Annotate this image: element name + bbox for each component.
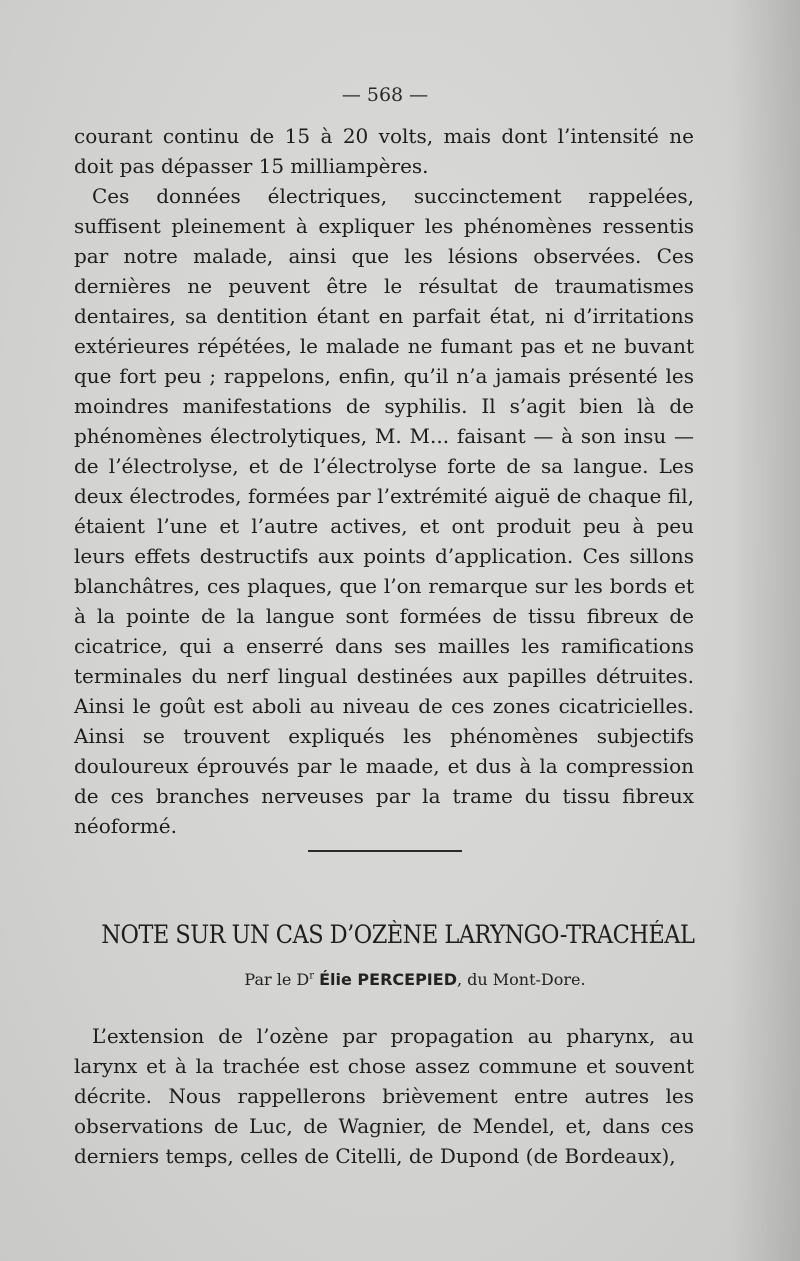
page-number: — 568 — bbox=[341, 84, 429, 106]
byline-superscript: r bbox=[309, 970, 315, 982]
byline-suffix: , du Mont-Dore. bbox=[456, 970, 586, 989]
article-title: NOTE SUR UN CAS D’OZÈNE LARYNGO-TRACHÉAL bbox=[101, 920, 695, 949]
paragraph: courant continu de 15 à 20 volts, mais dont l’intensité ne doit pas dépasser 15 milliampères. bbox=[74, 124, 694, 178]
paragraph: L’extension de l’ozène par propagation au pharynx, au larynx et à la trachée est chose assez commune et souvent décrite. Nous rappellerons brièvement entre autres les observations de Luc, de Wagnier, de Mendel, et, dans ces derniers temps, celles de Citelli, de Dupond (de Bordeaux), bbox=[74, 1024, 694, 1168]
byline-prefix: Par le D bbox=[244, 970, 310, 989]
article-body bbox=[74, 1021, 694, 1171]
article-byline bbox=[70, 970, 760, 989]
author-name: Élie PERCEPIED bbox=[319, 970, 457, 989]
previous-article-text bbox=[74, 121, 694, 841]
paragraph: Ces données électriques, succinctement rappelées, suffisent pleinement à expliquer les phénomènes ressentis par notre malade, ainsi que les lésions observées. Ces dernières ne peuvent être le résultat de traumatismes dentaires, sa dentition étant en parfait état, ni d’irritations extérieures répétées, le malade ne fumant pas et ne buvant que fort peu ; rappelons, enfin, qu’il n’a jamais présenté les moindres manifestations de syphilis. Il s’agit bien là de phénomènes électrolytiques, M. M... faisant — à son insu — de l’électrolyse, et de l’électrolyse forte de sa langue. Les deux électrodes, formées par l’extrémité aiguë de chaque fil, étaient l’une et l’autre actives, et ont produit peu à peu leurs effets destructifs aux points d’application. Ces sillons blanchâtres, ces plaques, que l’on remarque sur les bords et à la pointe de la langue sont formées de tissu fibreux de cicatrice, qui a enserré dans ses mailles les ramifications terminales du nerf lingual destinées aux papilles détruites. Ainsi le goût est aboli au niveau de ces zones cicatricielles. Ainsi se trouvent expliqués les phénomènes subjectifs douloureux éprouvés par le maade, et dus à la compression de ces branches nerveuses par la trame du tissu fibreux néoformé. bbox=[74, 184, 694, 838]
section-divider bbox=[308, 850, 462, 852]
